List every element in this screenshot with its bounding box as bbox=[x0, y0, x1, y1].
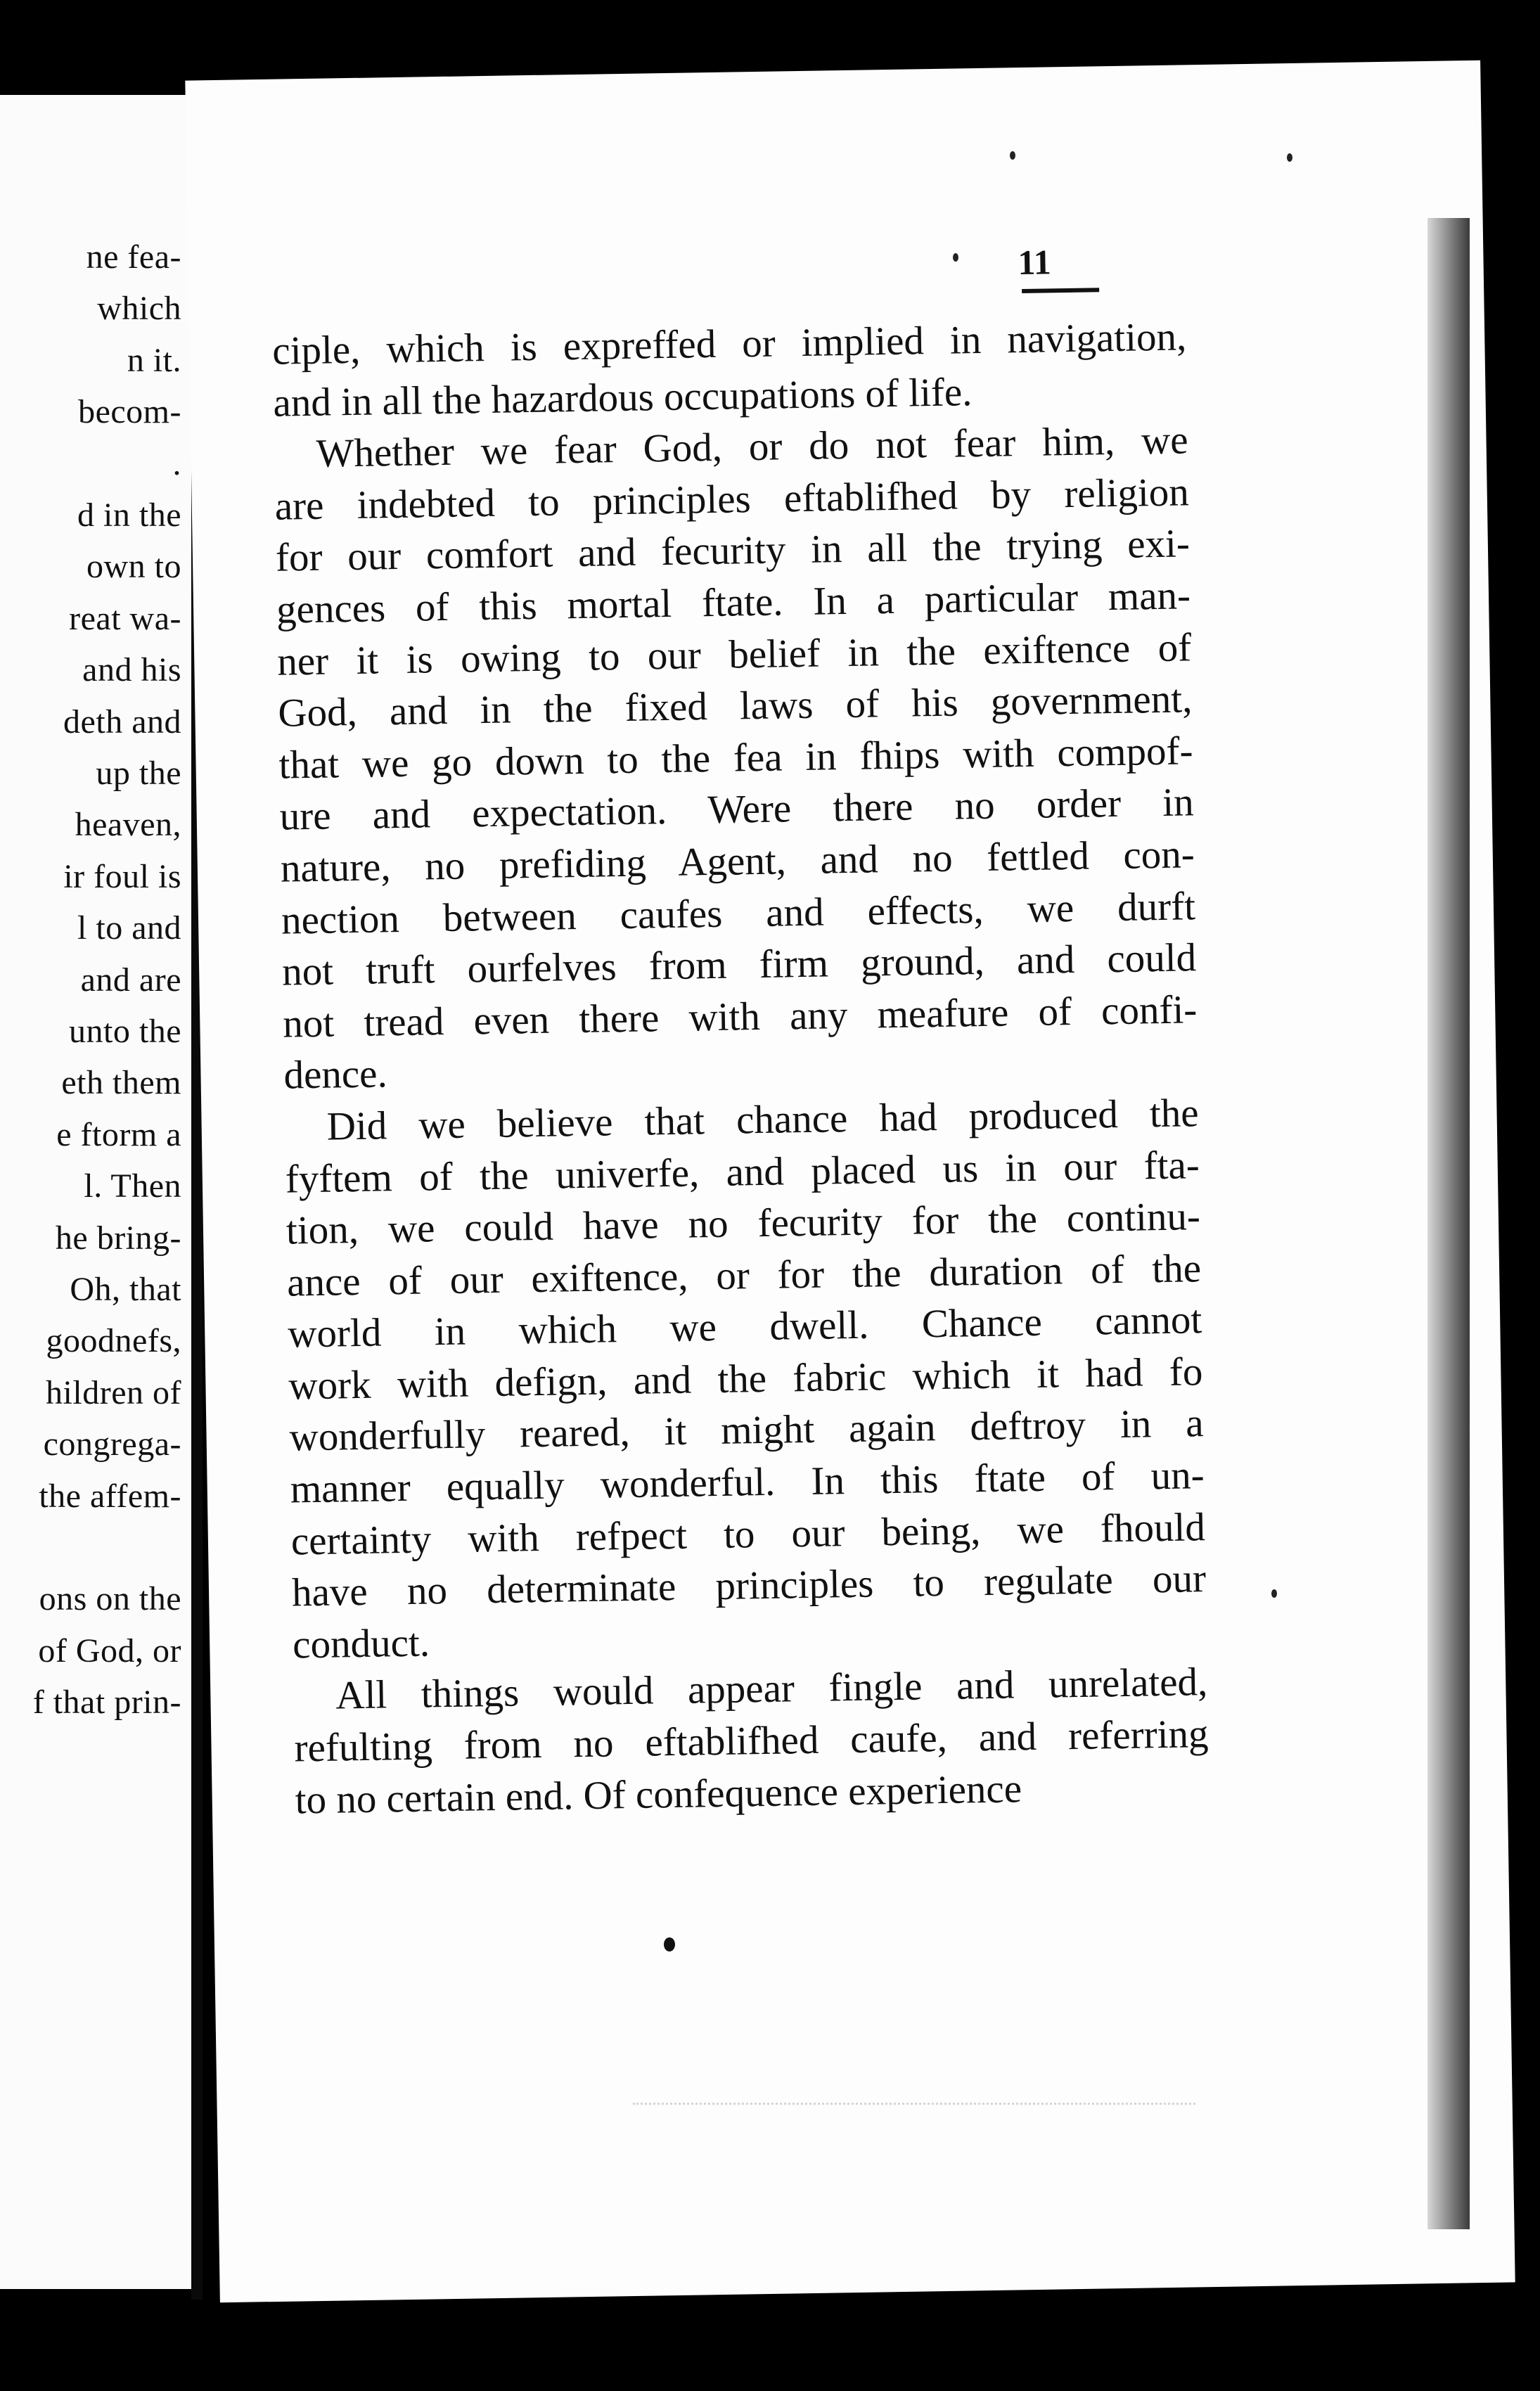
text-line: ance of our exiftence, or for the duration of the bbox=[286, 1245, 1202, 1305]
text-line: world in which we dwell. Chance cannot bbox=[287, 1297, 1202, 1357]
facing-page-line: e ftorm a bbox=[56, 1115, 181, 1153]
text-line: not truft ourfelves from firm ground, and could bbox=[281, 935, 1197, 994]
paragraph bbox=[293, 1657, 1209, 1826]
facing-page-fragment bbox=[0, 95, 191, 2289]
bleed-through-marks bbox=[633, 2103, 1195, 2133]
facing-page-line: l to and bbox=[77, 909, 181, 947]
text-line: gences of this mortal ftate. In a particular man- bbox=[276, 573, 1191, 632]
paragraph bbox=[284, 1087, 1207, 1671]
facing-page-line: own to bbox=[86, 548, 181, 586]
ink-blot bbox=[664, 1937, 675, 1951]
text-line: Did we believe that chance had produced the bbox=[326, 1091, 1200, 1149]
facing-page-line: ir foul is bbox=[63, 857, 181, 895]
facing-page-line: unto the bbox=[69, 1013, 181, 1050]
facing-page-line: and are bbox=[80, 961, 181, 999]
text-line: for our comfort and fecurity in all the trying exi- bbox=[275, 521, 1191, 581]
facing-page-line: of God, or bbox=[38, 1632, 181, 1669]
text-line: not tread even there with any meafure of confi- bbox=[282, 987, 1198, 1046]
ink-speck bbox=[1010, 151, 1015, 160]
facing-page-line: n it. bbox=[127, 341, 181, 379]
facing-page-line: l. Then bbox=[84, 1167, 181, 1205]
page-number: 11 bbox=[1018, 242, 1052, 283]
facing-page-line: f that prin- bbox=[32, 1684, 181, 1722]
text-line: wonderfully reared, it might again deftroy in a bbox=[289, 1401, 1204, 1461]
facing-page-line: and his bbox=[82, 651, 181, 689]
facing-page-line: heaven, bbox=[75, 806, 181, 844]
facing-page-line: deth and bbox=[63, 703, 181, 741]
page-number-rule bbox=[1022, 288, 1099, 293]
ink-speck bbox=[1287, 153, 1292, 162]
facing-page-line: reat wa- bbox=[69, 599, 181, 637]
facing-page-line: hildren of bbox=[46, 1373, 181, 1411]
page-edge-shadow bbox=[1427, 218, 1470, 2229]
facing-page-line: the affem- bbox=[39, 1477, 181, 1515]
text-line: are indebted to principles eftablifhed by religion bbox=[274, 470, 1190, 529]
text-line: All things would appear fingle and unrelated, bbox=[335, 1660, 1208, 1719]
text-line: nature, no prefiding Agent, and no fettled con- bbox=[280, 832, 1195, 891]
facing-page-line: he bring- bbox=[55, 1219, 181, 1257]
facing-page-line: congrega- bbox=[43, 1425, 181, 1463]
paragraph bbox=[272, 311, 1188, 429]
ink-speck bbox=[1271, 1589, 1277, 1598]
text-line: work with defign, and the fabric which it had fo bbox=[288, 1350, 1203, 1409]
facing-page-line: up the bbox=[96, 755, 181, 792]
facing-page-line: ons on the bbox=[39, 1580, 181, 1618]
text-line: ure and expectation. Were there no order in bbox=[279, 780, 1195, 840]
facing-page-line: becom- bbox=[78, 393, 181, 431]
text-line: have no determinate principles to regulate our bbox=[291, 1556, 1207, 1615]
text-line: tion, we could have no fecurity for the continu- bbox=[285, 1194, 1201, 1253]
text-line: to no certain end. Of confequence experience bbox=[295, 1766, 1022, 1823]
page-body-text bbox=[272, 311, 1209, 1826]
ink-speck bbox=[953, 253, 958, 262]
text-line: nection between caufes and effects, we durft bbox=[281, 883, 1196, 943]
paragraph bbox=[274, 415, 1198, 1102]
text-line: certainty with refpect to our being, we fhould bbox=[290, 1504, 1206, 1564]
facing-page-line: Oh, that bbox=[70, 1271, 181, 1308]
text-line: Whether we fear God, or do not fear him, we bbox=[316, 418, 1188, 476]
facing-page-line: which bbox=[97, 290, 181, 328]
facing-page-line: eth them bbox=[61, 1064, 181, 1102]
text-line: dence. bbox=[283, 1051, 388, 1098]
text-line: God, and in the fixed laws of his government, bbox=[277, 677, 1193, 736]
text-line: and in all the hazardous occupations of life. bbox=[273, 369, 973, 425]
facing-page-line: d in the bbox=[77, 496, 181, 534]
text-line: ciple, which is expreffed or implied in navigation, bbox=[271, 314, 1187, 373]
text-line: refulting from no eftablifhed caufe, and referring bbox=[294, 1712, 1209, 1771]
text-line: manner equally wonderful. In this ftate of un- bbox=[290, 1453, 1205, 1512]
book-page bbox=[185, 60, 1515, 2303]
text-line: ner it is owing to our belief in the exiftence of bbox=[276, 624, 1192, 684]
facing-page-line: goodnefs, bbox=[46, 1322, 181, 1360]
text-line: conduct. bbox=[292, 1620, 430, 1667]
facing-page-line: . bbox=[172, 444, 181, 482]
text-line: fyftem of the univerfe, and placed us in our fta- bbox=[285, 1142, 1200, 1202]
facing-page-line: ne fea- bbox=[86, 238, 181, 276]
text-line: that we go down to the fea in fhips with compof- bbox=[278, 729, 1193, 788]
